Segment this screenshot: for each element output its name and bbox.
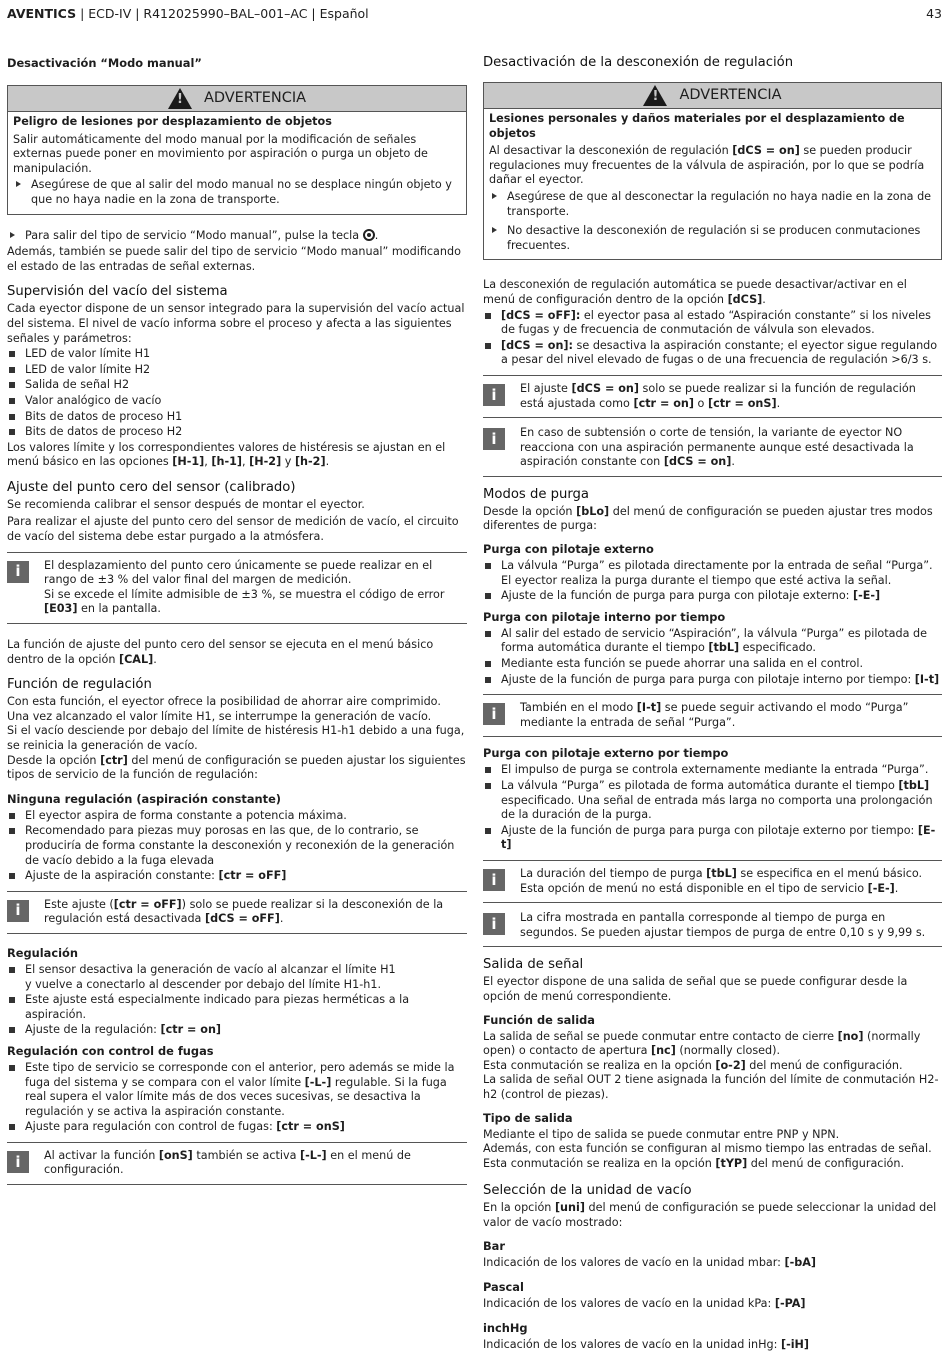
warning-text: Al desactivar la desconexión de regulación [dCS = on] se pueden producir regulaciones muy frecuentes de la válvula de aspiración, por lo que se podría dañar el eyector. bbox=[489, 144, 925, 187]
info-icon: i bbox=[7, 900, 29, 922]
manual-mode-title: Desactivación “Modo manual” bbox=[7, 56, 202, 70]
info-icon: i bbox=[483, 703, 505, 725]
list-item: El impulso de purga se controla externamente mediante la entrada “Purga”. bbox=[483, 763, 942, 778]
dcs-text: La desconexión de regulación automática se puede desactivar/activar en el menú de configuración dentro de la opción [dCS]. bbox=[483, 278, 907, 306]
supervision-text: Cada eyector dispone de un sensor integrado para la supervisión del vacío actual del sistema. El nivel de vacío informa sobre el proceso y afecta a las siguientes señales y parámetros: bbox=[7, 302, 465, 345]
dcs-note-1: i El ajuste [dCS = on] solo se puede realizar si la función de regulación está ajustada como [ctr = on] o [ctr = onS]. bbox=[483, 375, 942, 418]
list-item: [dCS = oFF]: el eyector pasa al estado “Aspiración constante” si los niveles de fugas y de frecuencia de conmutación de válvula son elevados. bbox=[483, 309, 942, 338]
supervision-after: Los valores límite y los correspondientes valores de histéresis se ajustan en el menú básico en las opciones [H-1], [h-1], [H-2] y [h-2]. bbox=[7, 440, 446, 469]
list-item: Valor analógico de vacío bbox=[7, 394, 467, 409]
output-type-p3: Esta conmutación se realiza en la opción [tYP] del menú de configuración. bbox=[483, 1156, 905, 1170]
list-item: La válvula “Purga” es pilotada de forma automática durante el tiempo [tbL] especificado. Una señal de entrada más larga no comporta una prolongación de la duración de la purga. bbox=[483, 779, 942, 823]
external-timed-purge-heading: Purga con pilotaje externo por tiempo bbox=[483, 746, 729, 761]
vacuum-unit-text: En la opción [uni] del menú de configuración se puede seleccionar la unidad del valor de vacío mostrado: bbox=[483, 1201, 937, 1229]
signal-output-text: El eyector dispone de una salida de señal que se puede configurar desde la opción de menú correspondiente. bbox=[483, 975, 908, 1003]
purge-time-note-1: i La duración del tiempo de purga [tbL] se especifica en el menú básico. Esta opción de menú no está disponible en el tipo de servicio [-E-]. bbox=[483, 860, 942, 903]
warning-item: Asegúrese de que al desconectar la regulación no haya nadie en la zona de transporte. bbox=[489, 190, 936, 219]
regulation-p4: Desde la opción [ctr] del menú de configuración se pueden ajustar los siguientes tipos de servicio de la función de regulación: bbox=[7, 753, 466, 782]
warning-header bbox=[484, 83, 941, 109]
list-item: Ajuste para regulación con control de fugas: [ctr = onS] bbox=[7, 1120, 467, 1135]
regulation-sub-heading: Regulación bbox=[7, 945, 78, 960]
warning-box-manual bbox=[7, 85, 467, 215]
warning-title: Lesiones personales y daños materiales por el desplazamiento de objetos bbox=[489, 112, 905, 140]
output-function-p1: La salida de señal se puede conmutar entre contacto de cierre [no] (normally open) o contacto de apertura [nc] (normally closed). bbox=[483, 1029, 921, 1058]
unit-bar-text: Indicación de los valores de vacío en la unidad mbar: [-bA] bbox=[483, 1256, 817, 1270]
purge-heading: Modos de purga bbox=[483, 486, 589, 502]
dial-button-icon bbox=[363, 229, 375, 241]
list-item: LED de valor límite H2 bbox=[7, 363, 467, 378]
info-icon: i bbox=[483, 428, 505, 450]
calibration-note: i El desplazamiento del punto cero únicamente se puede realizar en el rango de ±3 % del valor final del margen de medición. Si se excede el límite admisible de ±3 %, se muestra el código de error [E03] en la pantalla. bbox=[7, 552, 467, 624]
signal-output-heading: Salida de señal bbox=[483, 957, 584, 973]
list-item: Ajuste de la función de purga para purga con pilotaje externo: [-E-] bbox=[483, 589, 942, 604]
internal-purge-heading: Purga con pilotaje interno por tiempo bbox=[483, 609, 726, 624]
output-type-p1: Mediante el tipo de salida se puede conmutar entre PNP y NPN. bbox=[483, 1127, 840, 1141]
external-purge-heading: Purga con pilotaje externo bbox=[483, 542, 654, 557]
supervision-list bbox=[7, 347, 467, 440]
output-type-heading: Tipo de salida bbox=[483, 1110, 573, 1125]
info-icon: i bbox=[483, 384, 505, 406]
warning-header bbox=[8, 86, 466, 112]
unit-pascal-text: Indicación de los valores de vacío en la unidad kPa: [-PA] bbox=[483, 1297, 806, 1311]
output-type-p2: Además, con esta función se configuran al mismo tiempo las entradas de señal. bbox=[483, 1142, 932, 1156]
no-regulation-heading: Ninguna regulación (aspiración constante) bbox=[7, 791, 281, 806]
right-column bbox=[483, 54, 942, 1352]
internal-purge-note: i También en el modo [I-t] se puede seguir activando el modo “Purga” mediante la entrada de señal “Purga”. bbox=[483, 694, 942, 737]
unit-pascal-heading: Pascal bbox=[483, 1280, 524, 1295]
unit-bar-heading: Bar bbox=[483, 1239, 505, 1254]
output-function-p3: La salida de señal OUT 2 tiene asignada la función del límite de conmutación H2-h2 (control de piezas). bbox=[483, 1073, 939, 1101]
exit-text: Además, también se puede salir del tipo de servicio “Modo manual” modificando el estado de las entradas de señal externas. bbox=[7, 245, 461, 273]
warning-label: ADVERTENCIA bbox=[203, 90, 307, 107]
document-id: | ECD-IV | R412025990–BAL–001–AC | Español bbox=[80, 6, 369, 21]
list-item: Ajuste de la función de purga para purga con pilotaje interno por tiempo: [I-t] bbox=[483, 673, 942, 688]
list-item: Bits de datos de proceso H2 bbox=[7, 425, 467, 440]
output-function-heading: Función de salida bbox=[483, 1012, 595, 1027]
list-item: Bits de datos de proceso H1 bbox=[7, 410, 467, 425]
left-column bbox=[7, 54, 467, 1194]
warning-triangle-icon: ! bbox=[643, 85, 667, 106]
purge-text: Desde la opción [bLo] del menú de configuración se pueden ajustar tres modos diferentes de purga: bbox=[483, 504, 933, 533]
calibration-p2: Para realizar el ajuste del punto cero del sensor de medición de vacío, el circuito de vacío del sistema debe estar purgado a la atmósfera. bbox=[7, 515, 459, 544]
regulation-p1: Con esta función, el eyector ofrece la posibilidad de ahorrar aire comprimido. bbox=[7, 695, 441, 709]
list-item: Mediante esta función se puede ahorrar una salida en el control. bbox=[483, 657, 942, 672]
calibration-p1: Se recomienda calibrar el sensor después de montar el eyector. bbox=[7, 497, 365, 511]
output-function-p2: Esta conmutación se realiza en la opción [o-2] del menú de configuración. bbox=[483, 1058, 903, 1072]
list-item: Recomendado para piezas muy porosas en las que, de lo contrario, se produciría de forma constante la desconexión y reconexión de la generación de vacío debido a la fuga elevada bbox=[7, 824, 467, 868]
warning-item: No desactive la desconexión de regulación si se producen conmutaciones frecuentes. bbox=[489, 224, 936, 253]
list-item: El sensor desactiva la generación de vacío al alcanzar el límite H1 y vuelve a conectarlo al descender por debajo del límite H1-h1. bbox=[7, 963, 467, 992]
list-item: LED de valor límite H1 bbox=[7, 347, 467, 362]
warning-label: ADVERTENCIA bbox=[679, 87, 782, 104]
page-header bbox=[7, 7, 942, 25]
dcs-note-2: i En caso de subtensión o corte de tensión, la variante de eyector NO reacciona con una aspiración permanente aunque esté desactivada la aspiración constante con [dCS = on]. bbox=[483, 418, 942, 477]
regulation-p3: Si el vacío desciende por debajo del límite de histéresis H1-h1 debido a una fuga, se reinicia la generación de vacío. bbox=[7, 724, 465, 752]
vacuum-unit-heading: Selección de la unidad de vacío bbox=[483, 1183, 692, 1199]
warning-box-dcs bbox=[483, 82, 942, 260]
warning-triangle-icon: ! bbox=[168, 88, 192, 109]
warning-text: Salir automáticamente del modo manual por la modificación de señales externas puede poner en movimiento por aspiración o purga un objeto de manipulación. bbox=[13, 132, 428, 175]
list-item: Este tipo de servicio se corresponde con el anterior, pero además se mide la fuga del sistema y se compara con el valor límite [-L-] regulable. Si la fuga real supera el valor límite más de dos veces sucesivas, se desactiva la regulación y se activa la aspiración constante. bbox=[7, 1061, 467, 1119]
list-item: El eyector aspira de forma constante a potencia máxima. bbox=[7, 809, 467, 824]
leak-control-heading: Regulación con control de fugas bbox=[7, 1043, 214, 1058]
list-item: La válvula “Purga” es pilotada directamente por la entrada de señal “Purga”. El eyector realiza la purga durante el tiempo que esté activa la señal. bbox=[483, 559, 942, 588]
info-icon: i bbox=[483, 913, 505, 935]
purge-time-note-2: i La cifra mostrada en pantalla corresponde al tiempo de purga en segundos. Se pueden ajustar tiempos de purga de entre 0,10 s y 9,99 s. bbox=[483, 903, 942, 947]
calibration-heading: Ajuste del punto cero del sensor (calibrado) bbox=[7, 479, 296, 495]
info-icon: i bbox=[483, 869, 505, 891]
unit-inchhg-text: Indicación de los valores de vacío en la unidad inHg: [-iH] bbox=[483, 1337, 810, 1351]
list-item: Salida de señal H2 bbox=[7, 378, 467, 393]
regulation-heading: Función de regulación bbox=[7, 677, 152, 693]
calibration-after: La función de ajuste del punto cero del sensor se ejecuta en el menú básico dentro de la opción [CAL]. bbox=[7, 638, 434, 666]
warning-title: Peligro de lesiones por desplazamiento de objetos bbox=[13, 115, 332, 128]
brand-name: AVENTICS bbox=[7, 6, 77, 21]
list-item: Ajuste de la función de purga para purga con pilotaje externo por tiempo: [E-t] bbox=[483, 824, 942, 853]
dcs-heading: Desactivación de la desconexión de regulación bbox=[483, 55, 794, 70]
exit-step: Para salir del tipo de servicio “Modo manual”, pulse la tecla . bbox=[7, 229, 467, 244]
list-item: Este ajuste está especialmente indicado para piezas herméticas a la aspiración. bbox=[7, 993, 467, 1022]
list-item: Al salir del estado de servicio “Aspiración”, la válvula “Purga” es pilotada de forma automática durante el tiempo [tbL] especificado. bbox=[483, 627, 942, 656]
unit-inchhg-heading: inchHg bbox=[483, 1320, 528, 1335]
list-item: Ajuste de la regulación: [ctr = on] bbox=[7, 1023, 467, 1038]
list-item: [dCS = on]: se desactiva la aspiración constante; el eyector sigue regulando a pesar del nivel elevado de fugas o de una frecuencia de regulación >6/3 s. bbox=[483, 339, 942, 368]
leak-control-note: i Al activar la función [onS] también se activa [-L-] en el menú de configuración. bbox=[7, 1142, 467, 1185]
info-icon: i bbox=[7, 561, 29, 583]
list-item: Ajuste de la aspiración constante: [ctr = oFF] bbox=[7, 869, 467, 884]
no-regulation-note: i Este ajuste ([ctr = oFF]) solo se puede realizar si la desconexión de la regulación está desactivada [dCS = oFF]. bbox=[7, 891, 467, 934]
info-icon: i bbox=[7, 1151, 29, 1173]
supervision-heading: Supervisión del vacío del sistema bbox=[7, 284, 228, 300]
warning-item: Asegúrese de que al salir del modo manual no se desplace ningún objeto y que no haya nadie en la zona de transporte. bbox=[13, 178, 461, 207]
regulation-p2: Una vez alcanzado el valor límite H1, se interrumpe la generación de vacío. bbox=[7, 709, 432, 723]
page-number: 43 bbox=[926, 6, 942, 21]
